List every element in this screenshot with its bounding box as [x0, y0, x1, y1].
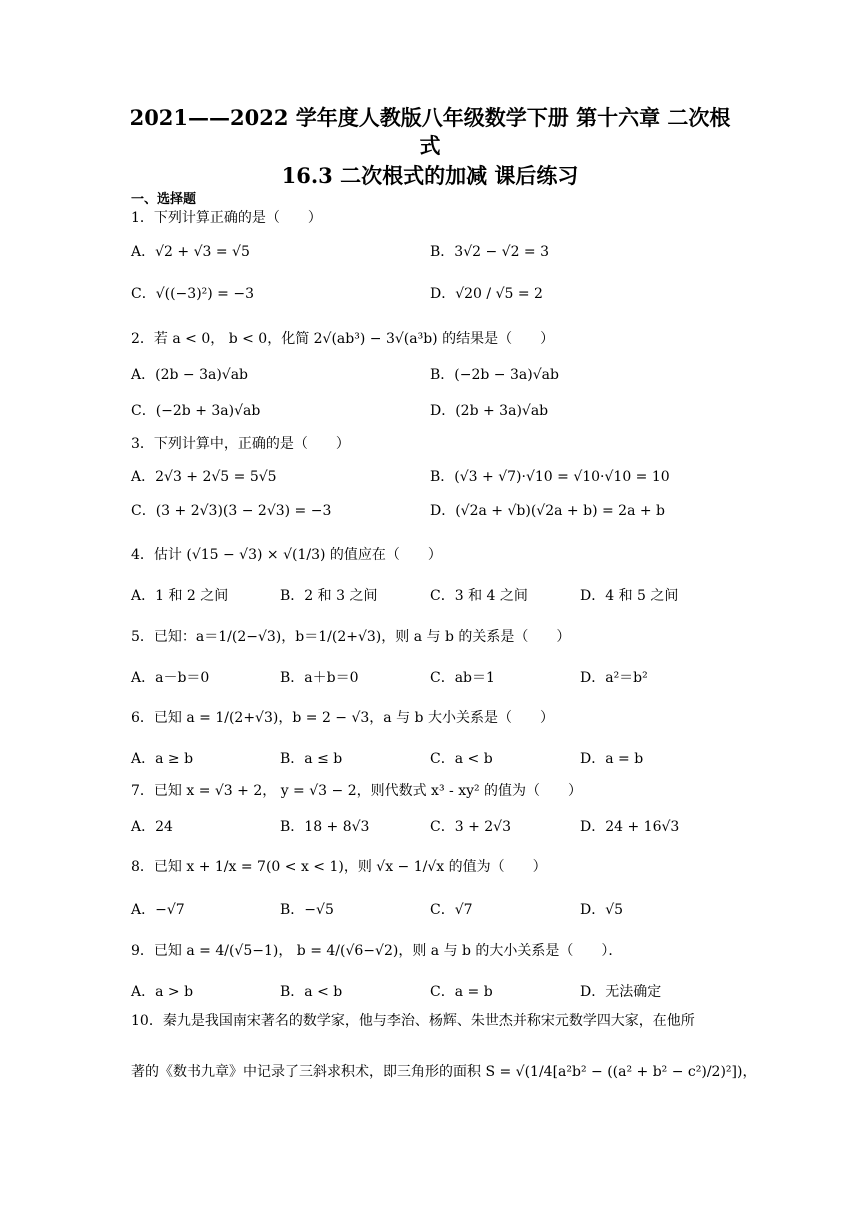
q9-option-a: A．a > b [131, 984, 194, 1000]
q2-option-a: A．(2b − 3a)√ab [131, 367, 249, 383]
q7-option-c: C．3 + 2√3 [430, 819, 511, 835]
section-heading: 一、选择题 [131, 192, 197, 207]
q3-option-a: A．2√3 + 2√5 = 5√5 [131, 469, 277, 485]
q9-option-d: D．无法确定 [580, 984, 662, 1000]
doc-title-line2: 式 [419, 133, 441, 158]
q9-stem: 9．已知 a = 4/(√5−1)， b = 4/(√6−√2)，则 a 与 b 的大小关系是（ ）． [131, 943, 623, 959]
q1-stem: 1．下列计算正确的是（ ） [131, 210, 322, 226]
q8-option-d: D．√5 [580, 902, 624, 918]
q8-option-c: C．√7 [430, 902, 473, 918]
q2-option-b: B．(−2b − 3a)√ab [430, 367, 559, 383]
q1-option-d: D．√20 / √5 = 2 [430, 286, 543, 302]
q9-option-c: C．a = b [430, 984, 493, 1000]
q8-option-a: A．−√7 [131, 902, 185, 918]
q1-option-a: A．√2 + √3 = √5 [131, 244, 250, 260]
q8-stem: 8．已知 x + 1/x = 7(0 < x < 1)，则 √x − 1/√x 的值为（ ） [131, 859, 547, 875]
q10-line2: 著的《数书九章》中记录了三斜求积术，即三角形的面积 S = √(1/4[a²b² − ((a² + b² − c²)/2)²])， [131, 1064, 757, 1080]
q2-stem: 2．若 a < 0， b < 0，化简 2√(ab³) − 3√(a³b) 的结果是（ ） [131, 331, 555, 347]
q1-option-b: B．3√2 − √2 = 3 [430, 244, 550, 260]
q4-option-d: D．4 和 5 之间 [580, 588, 679, 604]
q6-stem: 6．已知 a = 1/(2+√3)，b = 2 − √3，a 与 b 大小关系是（ ） [131, 710, 554, 726]
q3-option-d: D．(√2a + √b)(√2a + b) = 2a + b [430, 503, 666, 519]
q3-option-b: B．(√3 + √7)·√10 = √10·√10 = 10 [430, 469, 670, 485]
q6-option-c: C．a < b [430, 751, 493, 767]
q4-option-b: B．2 和 3 之间 [280, 588, 378, 604]
q3-option-c: C．(3 + 2√3)(3 − 2√3) = −3 [131, 503, 332, 519]
q6-option-d: D．a = b [580, 751, 644, 767]
q5-option-a: A．a－b＝0 [131, 670, 210, 686]
doc-title-line1: 2021——2022 学年度人教版八年级数学下册 第十六章 二次根 [129, 105, 731, 130]
q7-stem: 7．已知 x = √3 + 2， y = √3 − 2，则代数式 x³ - xy² 的值为（ ） [131, 783, 583, 799]
q10-line1: 10．秦九是我国南宋著名的数学家，他与李治、杨辉、朱世杰并称宋元数学四大家，在他所 [131, 1013, 695, 1029]
q4-option-a: A．1 和 2 之间 [131, 588, 229, 604]
q2-option-c: C．(−2b + 3a)√ab [131, 403, 261, 419]
q8-option-b: B．−√5 [280, 902, 334, 918]
q6-option-a: A．a ≥ b [131, 751, 194, 767]
q2-option-d: D．(2b + 3a)√ab [430, 403, 549, 419]
doc-title-line3: 16.3 二次根式的加减 课后练习 [281, 163, 579, 188]
q6-option-b: B．a ≤ b [280, 751, 343, 767]
q5-option-d: D．a²＝b² [580, 670, 648, 686]
q9-option-b: B．a < b [280, 984, 343, 1000]
q5-option-b: B．a＋b＝0 [280, 670, 359, 686]
q5-option-c: C．ab＝1 [430, 670, 495, 686]
q1-option-c: C．√((−3)²) = −3 [131, 286, 254, 302]
q3-stem: 3．下列计算中，正确的是（ ） [131, 436, 350, 452]
q4-option-c: C．3 和 4 之间 [430, 588, 528, 604]
q5-stem: 5．已知：a＝1/(2−√3)，b＝1/(2+√3)，则 a 与 b 的关系是（ ） [131, 629, 571, 645]
q7-option-a: A．24 [131, 819, 173, 835]
q4-stem: 4．估计 (√15 − √3) × √(1/3) 的值应在（ ） [131, 547, 442, 563]
q7-option-d: D．24 + 16√3 [580, 819, 680, 835]
q7-option-b: B．18 + 8√3 [280, 819, 370, 835]
